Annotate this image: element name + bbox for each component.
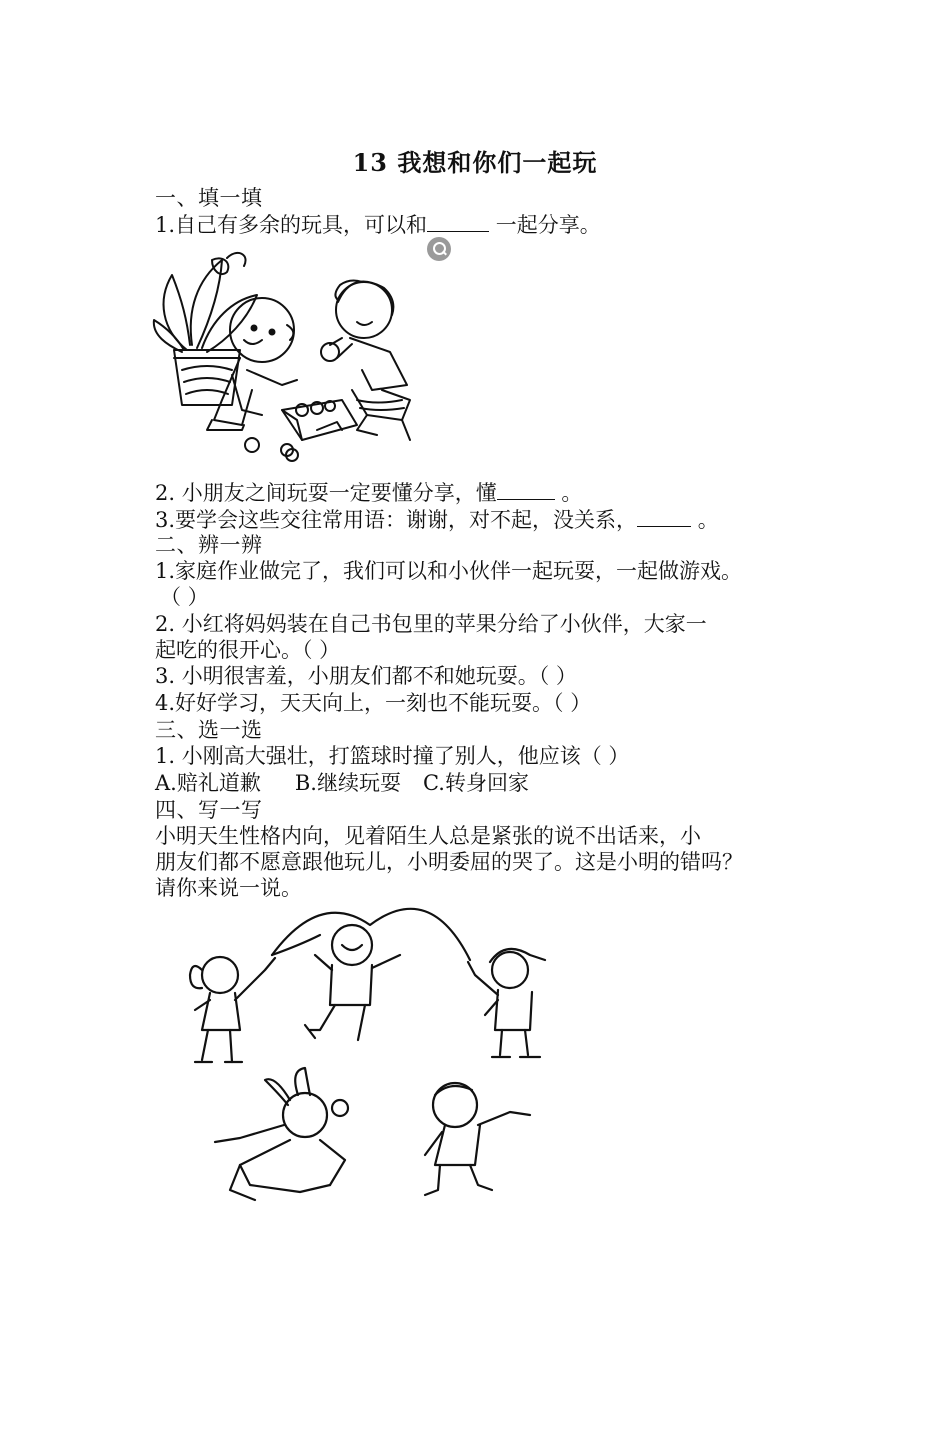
children-sharing-illustration — [152, 240, 422, 465]
page-title: 13 我想和你们一起玩 — [352, 148, 598, 177]
section-heading-choose: 三、选一选 — [155, 718, 263, 742]
question-2-2-line2: 起吃的很开心。（ ） — [155, 638, 341, 662]
question-text: 。 — [554, 481, 583, 505]
question-1-1 — [155, 212, 601, 238]
question-1-2 — [155, 480, 582, 506]
question-2-2-line1: 2. 小红将妈妈装在自己书包里的苹果分给了小伙伴，大家一 — [155, 612, 707, 636]
passage-line-3: 请你来说一说。 — [155, 876, 302, 900]
question-1-3 — [155, 507, 719, 533]
question-2-3: 3. 小明很害羞，小朋友们都不和她玩耍。（ ） — [155, 664, 577, 688]
section-heading-judge: 二、辨一辨 — [155, 533, 263, 557]
option-b[interactable]: B.继续玩耍 — [294, 771, 401, 795]
question-text: 1.自己有多余的玩具，可以和 — [155, 213, 428, 237]
answer-blank[interactable] — [637, 508, 691, 527]
question-2-1-answer-box[interactable]: （ ） — [160, 585, 209, 609]
answer-blank[interactable] — [497, 481, 555, 500]
question-2-1-line1: 1.家庭作业做完了，我们可以和小伙伴一起玩耍，一起做游戏。 — [155, 559, 743, 583]
question-2-4: 4.好好学习，天天向上，一刻也不能玩耍。（ ） — [155, 691, 592, 715]
section-heading-fill: 一、填一填 — [155, 186, 263, 210]
passage-line-2: 朋友们都不愿意跟他玩儿，小明委屈的哭了。这是小明的错吗？ — [155, 850, 743, 874]
question-text: 3.要学会这些交往常用语：谢谢，对不起，没关系， — [155, 508, 638, 532]
children-playing-illustration — [180, 900, 560, 1210]
question-text: 2. 小朋友之间玩耍一定要懂分享，懂 — [155, 481, 497, 505]
answer-blank[interactable] — [427, 213, 489, 232]
question-text: 。 — [691, 508, 719, 532]
option-a[interactable]: A.赔礼道歉 — [155, 771, 261, 795]
zoom-icon[interactable] — [427, 237, 451, 261]
passage-line-1: 小明天生性格内向，见着陌生人总是紧张的说不出话来，小 — [155, 824, 701, 848]
question-3-1: 1. 小刚高大强壮，打篮球时撞了别人，他应该（ ） — [155, 744, 630, 768]
option-c[interactable]: C.转身回家 — [422, 771, 529, 795]
options-row — [155, 770, 529, 796]
section-heading-write: 四、写一写 — [155, 798, 263, 822]
question-text: 一起分享。 — [489, 213, 601, 237]
